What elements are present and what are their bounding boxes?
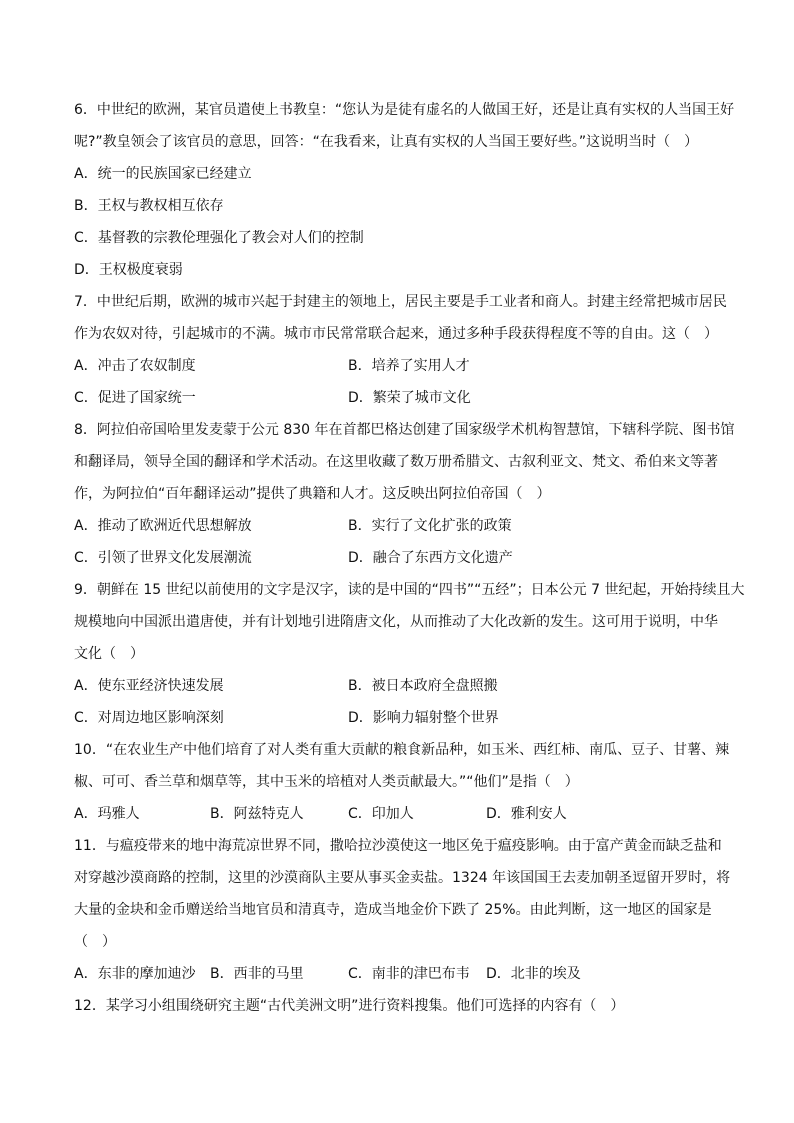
q10-option-b: B．阿兹特克人	[210, 806, 304, 822]
q6-stem-line-2: 呢?”教皇领会了该官员的意思，回答：“在我看来，让真有实权的人当国王要好些。”这说明当时（ ）	[74, 134, 699, 150]
q8-option-c: C．引领了世界文化发展潮流	[74, 550, 252, 566]
q10-option-d: D．雅利安人	[486, 806, 567, 822]
q7-stem-line-2: 作为农奴对待，引起城市的不满。城市市民常常联合起来，通过多种手段获得程度不等的自由。这（ ）	[74, 326, 718, 342]
q9-stem-line-2: 规模地向中国派出遣唐使，并有计划地引进隋唐文化，从而推动了大化改新的发生。这可用于说明，中华	[74, 614, 718, 630]
q6-option-d: D．王权极度衰弱	[74, 262, 183, 278]
q9-option-c: C．对周边地区影响深刻	[74, 710, 224, 726]
q6-option-c: C．基督教的宗教伦理强化了教会对人们的控制	[74, 230, 364, 246]
q7-option-d: D．繁荣了城市文化	[348, 390, 471, 406]
q8-stem-line-2: 和翻译局，领导全国的翻译和学术活动。在这里收藏了数万册希腊文、古叙利亚文、梵文、希伯来文等著	[74, 454, 718, 470]
q11-stem-line-1: 11．与瘟疫带来的地中海荒凉世界不同，撒哈拉沙漠使这一地区免于瘟疫影响。由于富产黄金而缺乏盐和	[74, 838, 722, 854]
q8-stem-line-3: 作，为阿拉伯“百年翻译运动”提供了典籍和人才。这反映出阿拉伯帝国（ ）	[74, 486, 551, 502]
q9-stem-line-3: 文化（ ）	[74, 646, 144, 662]
q10-option-a: A．玛雅人	[74, 806, 140, 822]
q8-stem-line-1: 8．阿拉伯帝国哈里发麦蒙于公元 830 年在首都巴格达创建了国家级学术机构智慧馆，下辖科学院、图书馆	[74, 422, 735, 438]
q9-stem-line-1: 9．朝鲜在 15 世纪以前使用的文字是汉字，读的是中国的“四书”“五经”；日本公元 7 世纪起，开始持续且大	[74, 582, 745, 598]
q7-option-a: A．冲击了农奴制度	[74, 358, 196, 374]
q8-option-b: B．实行了文化扩张的政策	[348, 518, 512, 534]
q6-option-b: B．王权与教权相互依存	[74, 198, 224, 214]
q9-option-b: B．被日本政府全盘照搬	[348, 678, 498, 694]
q11-option-d: D．北非的埃及	[486, 966, 581, 982]
q11-option-a: A．东非的摩加迪沙	[74, 966, 196, 982]
q10-stem-line-2: 椒、可可、香兰草和烟草等，其中玉米的培植对人类贡献最大。”“他们”是指（ ）	[74, 774, 579, 790]
q6-option-a: A．统一的民族国家已经建立	[74, 166, 252, 182]
q11-option-b: B．西非的马里	[210, 966, 304, 982]
q11-option-c: C．南非的津巴布韦	[348, 966, 470, 982]
q8-option-d: D．融合了东西方文化遗产	[348, 550, 513, 566]
q12-stem-line-1: 12．某学习小组围绕研究主题“古代美洲文明”进行资料搜集。他们可选择的内容有（ ）	[74, 998, 625, 1014]
q11-stem-line-3: 大量的金块和金币赠送给当地官员和清真寺，造成当地金价下跌了 25%。由此判断，这一地区的国家是	[74, 902, 712, 918]
q7-option-b: B．培养了实用人才	[348, 358, 470, 374]
q6-stem-line-1: 6．中世纪的欧洲，某官员遣使上书教皇：“您认为是徒有虚名的人做国王好，还是让真有实权的人当国王好	[74, 102, 735, 118]
q9-option-a: A．使东亚经济快速发展	[74, 678, 224, 694]
q7-option-c: C．促进了国家统一	[74, 390, 196, 406]
q10-option-c: C．印加人	[348, 806, 414, 822]
q10-stem-line-1: 10．“在农业生产中他们培育了对人类有重大贡献的粮食新品种，如玉米、西红柿、南瓜、豆子、甘薯、辣	[74, 742, 730, 758]
q9-option-d: D．影响力辐射整个世界	[348, 710, 499, 726]
q7-stem-line-1: 7．中世纪后期，欧洲的城市兴起于封建主的领地上，居民主要是手工业者和商人。封建主经常把城市居民	[74, 294, 727, 310]
q11-stem-line-4: （ ）	[74, 934, 116, 950]
q8-option-a: A．推动了欧洲近代思想解放	[74, 518, 252, 534]
q11-stem-line-2: 对穿越沙漠商路的控制，这里的沙漠商队主要从事买金卖盐。1324 年该国国王去麦加朝圣逗留开罗时，将	[74, 870, 731, 886]
